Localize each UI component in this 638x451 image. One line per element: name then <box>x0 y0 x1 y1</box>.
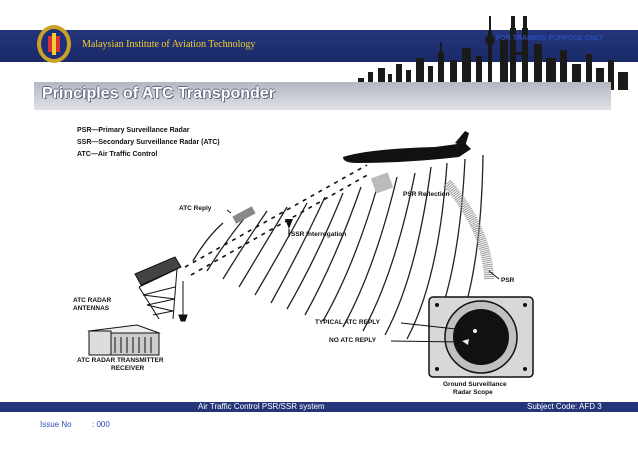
legend-psr: PSR—Primary Surveillance Radar <box>77 127 190 134</box>
city-skyline-icon <box>338 8 638 90</box>
issue-label: Issue No <box>40 420 72 429</box>
transmitter-building-icon <box>89 325 159 355</box>
training-notice: FOR TRAINING PURPOSE ONLY <box>496 35 604 42</box>
radar-scope-icon <box>429 297 533 377</box>
footer-title: Air Traffic Control PSR/SSR system <box>198 402 325 411</box>
antennas-label-line1: ATC RADAR <box>73 297 112 304</box>
no-reply-label: NO ATC REPLY <box>329 337 377 344</box>
scope-label-line2: Radar Scope <box>453 389 493 396</box>
typical-reply-label: TYPICAL ATC REPLY <box>315 319 381 326</box>
slide-title: Principles of ATC Transponder <box>42 85 275 102</box>
atc-reply-pulse <box>232 206 255 223</box>
beam-lines <box>185 165 371 275</box>
scope-label-line1: Ground Surveillance <box>443 381 507 388</box>
legend-atc: ATC—Air Traffic Control <box>77 151 158 158</box>
transmitter-label-line2: RECEIVER <box>111 365 145 372</box>
issue-value: : 000 <box>92 420 110 429</box>
transmitter-label-line1: ATC RADAR TRANSMITTER <box>77 357 164 364</box>
antenna-tower-icon <box>135 257 187 321</box>
ssr-arrow-icon <box>285 219 293 229</box>
legend-ssr: SSR—Secondary Surveillance Radar (ATC) <box>77 139 220 146</box>
psr-reflection-patch <box>371 172 393 193</box>
radar-diagram <box>67 119 543 402</box>
antennas-label-line2: ANTENNAS <box>73 305 110 312</box>
psr-label: PSR <box>501 277 515 284</box>
subject-code: Subject Code: AFD 3 <box>527 402 602 411</box>
aircraft-icon <box>343 131 471 163</box>
atc-reply-label: ATC Reply <box>179 205 212 212</box>
psr-reflection-label: PSR Reflection <box>403 191 450 198</box>
institute-crest-icon <box>36 24 72 64</box>
ssr-interrogation-label: SSR Interrogation <box>291 231 347 238</box>
institute-name: Malaysian Institute of Aviation Technology <box>82 39 256 50</box>
